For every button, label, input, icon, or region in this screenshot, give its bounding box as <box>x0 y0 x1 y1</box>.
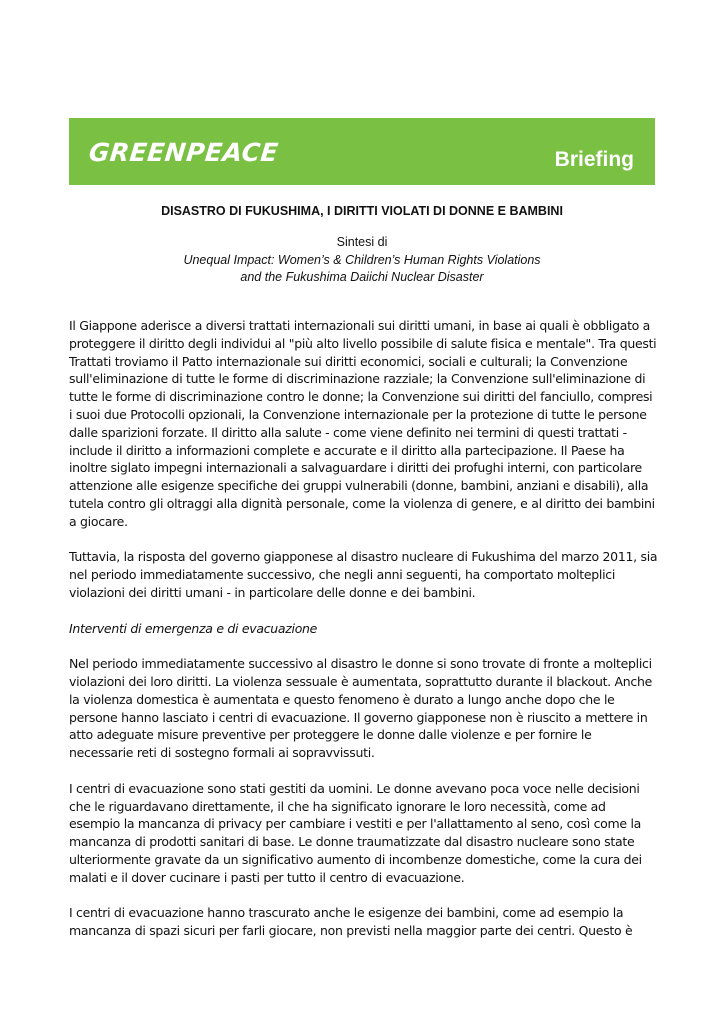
source-title-line-1: Unequal Impact: Women’s & Children’s Human Rights Violations <box>183 252 541 267</box>
summary-intro: Sintesi di <box>336 235 388 249</box>
document-title: DISASTRO DI FUKUSHIMA, I DIRITTI VIOLATI DI DONNE E BAMBINI <box>161 204 563 218</box>
header-banner <box>69 118 655 185</box>
paragraph-government-response: Tuttavia, la risposta del governo giapponese al disastro nucleare di Fukushima del marzo 2011, sia nel periodo immediatamente successivo, che negli anni seguenti, ha comportato molteplici violazioni dei diritti umani - in particolare delle donne e dei bambini. <box>69 549 658 600</box>
section-heading-emergency: Interventi di emergenza e di evacuazione <box>69 620 318 636</box>
body-text <box>69 317 659 958</box>
paragraph-children-needs: I centri di evacuazione hanno trascurato anche le esigenze dei bambini, come ad esempio la mancanza di spazi sicuri per farli giocare, non previsti nella maggior parte dei centri. Questo è <box>69 905 633 939</box>
greenpeace-logo: GREENPEACE <box>87 138 280 167</box>
source-title-line-2: and the Fukushima Daiichi Nuclear Disaster <box>240 270 484 284</box>
summary-block <box>69 234 655 287</box>
paragraph-evacuation-centers: I centri di evacuazione sono stati gestiti da uomini. Le donne avevano poca voce nelle decisioni che le riguardavano direttamente, il che ha significato ignorare le loro necessità, come ad esempio la mancanza di privacy per cambiare i vestiti e per l'allattamento al seno, così come la mancanza di prodotti sanitari di base. Le donne traumatizzate dal disastro nucleare sono state ulteriormente gravate da un significativo aumento di incombenze domestiche, come la cura dei malati e il dover cucinare i pasti per tutto il centro di evacuazione. <box>69 780 642 885</box>
paragraph-treaties: Il Giappone aderisce a diversi trattati internazionali sui diritti umani, in base ai quali è obbligato a proteggere il diritto degli individui al "più alto livello possibile di salute fisica e mentale". Tra questi Trattati troviamo il Patto internazionale sui diritti economici, sociali e culturali; la Convenzione sull'eliminazione di tutte le forme di discriminazione razziale; la Convenzione sull'eliminazione di tutte le forme di discriminazione contro le donne; la Convenzione sui diritti del fanciullo, compresi i suoi due Protocolli opzionali, la Convenzione internazionale per la protezione di tutte le persone dalle sparizioni forzate. Il diritto alla salute - come viene definito nei termini di questi trattati - include il diritto a informazioni complete e accurate e il diritto alla partecipazione. Il Paese ha inoltre siglato impegni internazionali a salvaguardare i diritti dei profughi interni, con particolare attenzione alle esigenze specifiche dei gruppi vulnerabili (donne, bambini, anziani e disabili), alla tutela contro gli oltraggi alla dignità personale, come la violenza di genere, e al diritto dei bambini a giocare. <box>69 318 657 529</box>
paragraph-women-violations: Nel periodo immediatamente successivo al disastro le donne si sono trovate di fronte a molteplici violazioni dei loro diritti. La violenza sessuale è aumentata, soprattutto durante il blackout. Anche la violenza domestica è aumentata e questo fenomeno è durato a lungo anche dopo che le persone hanno lasciato i centri di evacuazione. Il governo giapponese non è riuscito a mettere in atto adeguate misure preventive per proteggere le donne dalle violenze e per fornire le necessarie reti di sostegno formali ai sopravvissuti. <box>69 656 652 761</box>
briefing-label: Briefing <box>554 148 634 171</box>
